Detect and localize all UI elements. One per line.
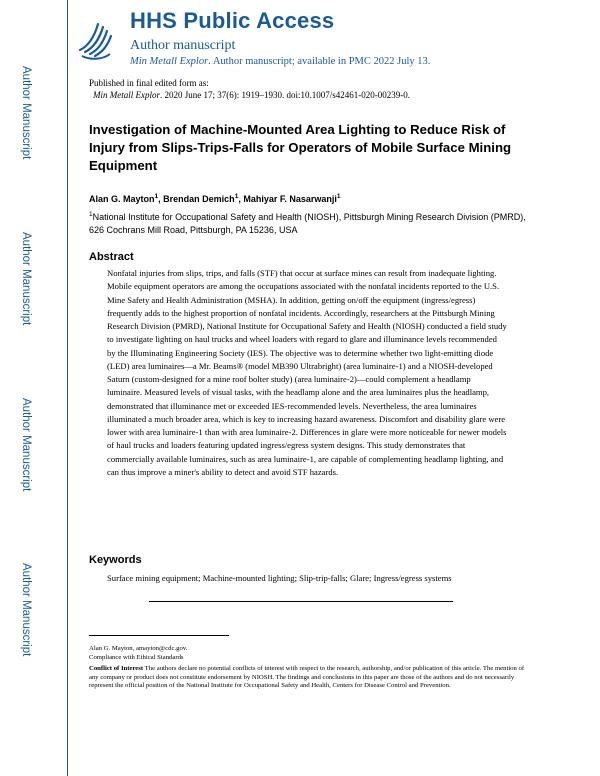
citation-journal: Min Metall Explor	[93, 90, 160, 100]
footnotes	[89, 645, 529, 691]
coi-text: The authors declare no potential conflicts of interest with respect to the research, authorship, and/or publication of this article. The mention of any company or product does not constitute endorsement by NIOSH. The findings and conclusions in this paper are those of the authors and do not necessarily represent the official position of the National Institute for Occupational Safety and Health, Centers for Disease Control and Prevention.	[89, 665, 525, 690]
sidebar-label: Author Manuscript	[20, 398, 32, 492]
paper-title: Investigation of Machine-Mounted Area Lighting to Reduce Risk of Injury from Slips-Trips-Falls for Operators of Mobile Surface Mining Equipment	[89, 122, 512, 173]
coi-label: Conflict of Interest	[89, 665, 144, 673]
availability-text: . Author manuscript; available in PMC 2022 July 13.	[208, 56, 431, 67]
keywords-text: Surface mining equipment; Machine-mounted lighting; Slip-trip-falls; Glare; Ingress/egress systems	[107, 573, 452, 583]
conflict-of-interest	[89, 665, 529, 691]
affiliation-text: National Institute for Occupational Safety and Health (NIOSH), Pittsburgh Mining Research Division (PMRD), 626 Cochrans Mill Road, Pittsburgh, PA 15236, USA	[89, 212, 526, 235]
abstract-text: Nonfatal injuries from slips, trips, and falls (STF) that occur at surface mines can result from inadequate lighting. Mobile equipment operators are among the occupations associated with the nonfatal incidents reported to the U.S. Mine Safety and Health Administration (MSHA). In addition, getting on/off the equipment (ingress/egress) frequently adds to the highest proportion of nonfatal incidents. Accordingly, researchers at the Pittsburgh Mining Research Division (PMRD), National Institute for Occupational Safety and Health (NIOSH) conducted a field study to investigate lighting on haul trucks and wheel loaders with regard to glare and illuminance levels recommended by the Illuminating Engineering Society (IES). The objective was to determine whether two light-emitting diode (LED) area luminaires—a Mr. Beams® (model MB390 Ultrabright) (area luminaire-1) and a NIOSH-developed Saturn (custom-designed for a mine roof bolter study) (area luminaire-2)—could complement a headlamp luminaire. Measured levels of visual tasks, with the headlamp alone and the area luminaires plus the headlamp, demonstrated that illuminance met or exceeded IES-recommended levels. Nevertheless, the area luminaires illuminated a much broader area, which is key to increasing hazard awareness. Discomfort and disability glare were lower with area luminaire-1 than with area luminaire-2. Differences in glare were more noticeable for newer models of haul trucks and loaders featuring updated ingress/egress system designs. This study demonstrates that commercially available luminaires, such as area luminaire-1, are capable of complementing headlamp lighting, and can thus improve a miner's ability to detect and avoid STF hazards.	[107, 268, 507, 477]
availability-line	[130, 56, 430, 67]
publication-info	[89, 77, 410, 101]
abstract-heading: Abstract	[89, 251, 134, 263]
author-affil-marker: 1	[336, 193, 341, 200]
corresponding-email: Alan G. Mayton, amayton@cdc.gov.	[89, 645, 188, 652]
author-list: Alan G. Mayton$^1$, Brendan Demich$^1$, Mahiyar F. Nasarwanji$^1$	[89, 193, 341, 204]
author-name: Alan G. Mayton	[89, 194, 155, 204]
keywords-heading: Keywords	[89, 554, 142, 566]
published-label: Published in final edited form as:	[89, 78, 209, 88]
author-name: Brendan Demich	[163, 194, 235, 204]
author-manuscript-subtitle: Author manuscript	[130, 38, 236, 53]
author-affil-marker: 1	[234, 193, 239, 200]
sidebar-label: Author Manuscript	[20, 66, 32, 160]
citation-details: . 2020 June 17; 37(6): 1919–1930. doi:10.1007/s42461-020-00239-0.	[160, 90, 410, 100]
sidebar-divider	[67, 0, 68, 776]
citation	[89, 89, 410, 101]
author-name: Mahiyar F. Nasarwanji	[243, 194, 337, 204]
section-divider	[149, 601, 453, 602]
affiliation	[89, 208, 529, 237]
sidebar-label: Author Manuscript	[20, 563, 32, 657]
hhs-public-access-title: HHS Public Access	[130, 8, 335, 33]
sidebar-label: Author Manuscript	[20, 232, 32, 326]
compliance-note: Compliance with Ethical Standards	[89, 653, 184, 661]
author-affil-marker: 1	[154, 193, 159, 200]
footnote-divider	[89, 635, 229, 636]
hhs-eagle-icon	[76, 16, 116, 62]
journal-abbrev: Min Metall Explor	[130, 56, 209, 67]
affil-marker: 1	[89, 211, 93, 218]
